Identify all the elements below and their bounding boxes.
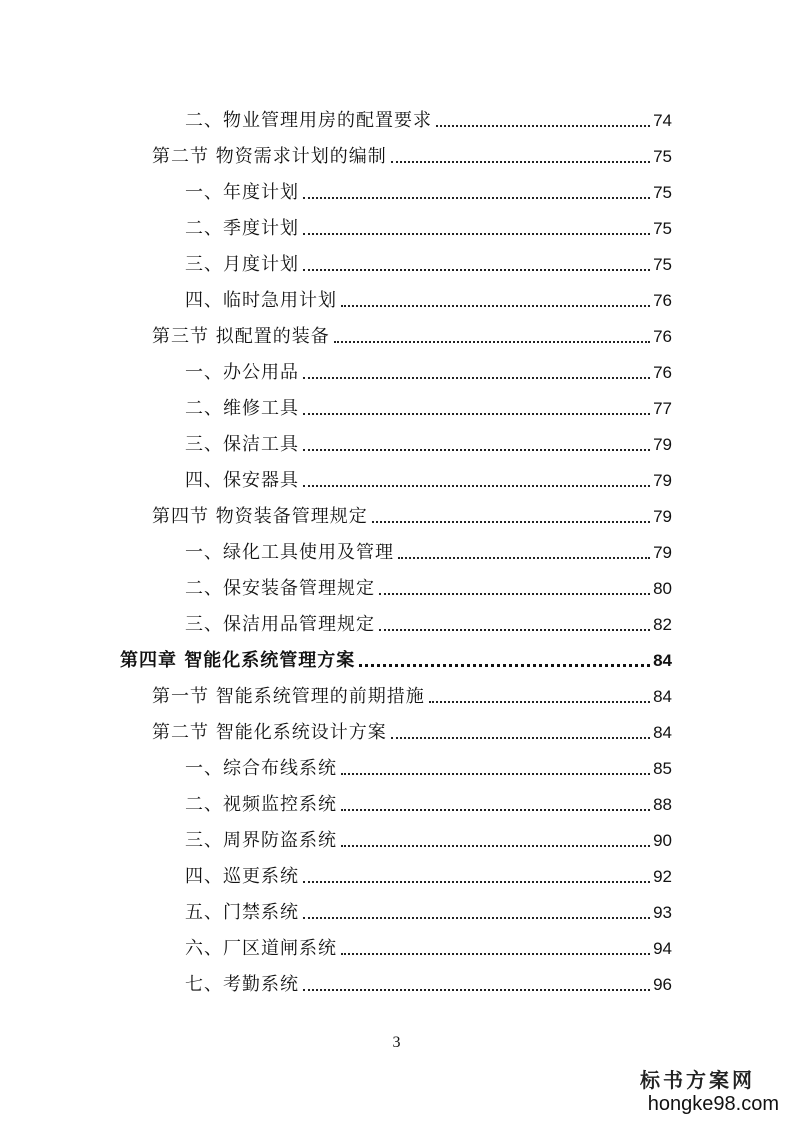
- toc-entry-title: 二、季度计划: [185, 218, 299, 239]
- toc-entry[interactable]: [185, 536, 672, 564]
- toc-entry-page: 80: [653, 579, 672, 598]
- toc-dot-leader: [334, 340, 650, 343]
- toc-entry-page: 76: [653, 291, 672, 310]
- toc-entry[interactable]: [185, 608, 672, 636]
- toc-entry-title: 七、考勤系统: [185, 974, 299, 995]
- toc-entry[interactable]: [152, 716, 672, 744]
- toc-entry-title: 第三节 拟配置的装备: [152, 326, 330, 347]
- toc-entry-title: 第二节 物资需求计划的编制: [152, 146, 387, 167]
- toc-entry-title: 四、临时急用计划: [185, 290, 337, 311]
- watermark: [579, 1068, 779, 1116]
- toc-entry-page: 94: [653, 939, 672, 958]
- toc-entry[interactable]: [185, 968, 672, 996]
- toc-entry-page: 76: [653, 363, 672, 382]
- toc-entry[interactable]: [185, 464, 672, 492]
- watermark-name: 标书方案网: [640, 1068, 755, 1092]
- toc-entry[interactable]: [185, 176, 672, 204]
- toc-dot-leader: [341, 772, 650, 775]
- toc-entry-page: 82: [653, 615, 672, 634]
- toc-dot-leader: [391, 736, 650, 739]
- toc-entry-page: 75: [653, 219, 672, 238]
- toc-entry[interactable]: [185, 428, 672, 456]
- toc-entry-title: 一、年度计划: [185, 182, 299, 203]
- toc-dot-leader: [303, 376, 650, 379]
- toc-entry-page: 79: [653, 435, 672, 454]
- toc-entry-page: 88: [653, 795, 672, 814]
- toc-entry[interactable]: [185, 284, 672, 312]
- toc-entry[interactable]: [185, 752, 672, 780]
- toc-entry[interactable]: [185, 104, 672, 132]
- toc-dot-leader: [341, 304, 650, 307]
- toc-entry[interactable]: [185, 824, 672, 852]
- toc-entry-page: 77: [653, 399, 672, 418]
- toc-dot-leader: [398, 556, 650, 559]
- toc-dot-leader: [341, 952, 650, 955]
- toc-entry[interactable]: [152, 500, 672, 528]
- toc-entry[interactable]: [120, 644, 672, 672]
- toc-dot-leader: [303, 232, 650, 235]
- toc-entry-page: 96: [653, 975, 672, 994]
- toc-entry-page: 92: [653, 867, 672, 886]
- toc-dot-leader: [303, 412, 650, 415]
- toc-dot-leader: [429, 700, 650, 703]
- toc-entry-title: 第四章 智能化系统管理方案: [120, 650, 356, 671]
- toc-entry[interactable]: [185, 356, 672, 384]
- watermark-url: hongke98.com: [647, 1093, 779, 1115]
- toc-entry-title: 六、厂区道闸系统: [185, 938, 337, 959]
- toc-entry[interactable]: [185, 248, 672, 276]
- toc-entry-title: 二、视频监控系统: [185, 794, 337, 815]
- toc-entry-page: 75: [653, 183, 672, 202]
- toc-entry-title: 第四节 物资装备管理规定: [152, 506, 368, 527]
- toc-entry-title: 第二节 智能化系统设计方案: [152, 722, 387, 743]
- toc-entry-page: 79: [653, 543, 672, 562]
- toc-entry[interactable]: [185, 860, 672, 888]
- toc-entry-page: 75: [653, 147, 672, 166]
- toc-dot-leader: [379, 592, 650, 595]
- toc-dot-leader: [303, 988, 650, 991]
- toc-entry-title: 第一节 智能系统管理的前期措施: [152, 686, 425, 707]
- toc-dot-leader: [303, 916, 650, 919]
- toc-dot-leader: [303, 448, 650, 451]
- toc-dot-leader: [391, 160, 650, 163]
- toc-entry-title: 一、绿化工具使用及管理: [185, 542, 394, 563]
- toc-entry[interactable]: [185, 392, 672, 420]
- toc-dot-leader: [372, 520, 650, 523]
- page-number: 3: [392, 1034, 401, 1051]
- toc-entry-page: 84: [653, 687, 672, 706]
- toc-entry-title: 四、巡更系统: [185, 866, 299, 887]
- toc-entry-page: 74: [653, 111, 672, 130]
- toc-entry-title: 二、物业管理用房的配置要求: [185, 110, 432, 131]
- toc-entry[interactable]: [185, 212, 672, 240]
- toc-entry-title: 五、门禁系统: [185, 902, 299, 923]
- toc-entry-page: 90: [653, 831, 672, 850]
- toc-entry-page: 76: [653, 327, 672, 346]
- toc-entry[interactable]: [185, 572, 672, 600]
- toc-entry-title: 一、综合布线系统: [185, 758, 337, 779]
- toc-entry-title: 三、保洁工具: [185, 434, 299, 455]
- toc-entry-page: 93: [653, 903, 672, 922]
- toc-entry-page: 75: [653, 255, 672, 274]
- toc-dot-leader: [303, 196, 650, 199]
- toc-entry-page: 85: [653, 759, 672, 778]
- toc-dot-leader: [436, 124, 650, 127]
- toc-entry-page: 84: [653, 723, 672, 742]
- toc-dot-leader: [341, 808, 650, 811]
- toc-entry-title: 三、月度计划: [185, 254, 299, 275]
- toc-dot-leader: [359, 663, 650, 667]
- toc-entry-page: 79: [653, 471, 672, 490]
- toc-dot-leader: [341, 844, 650, 847]
- toc-entry[interactable]: [185, 932, 672, 960]
- toc-dot-leader: [379, 628, 650, 631]
- toc-entry-title: 一、办公用品: [185, 362, 299, 383]
- toc-entry[interactable]: [185, 788, 672, 816]
- toc-entry-title: 三、周界防盗系统: [185, 830, 337, 851]
- toc-entry[interactable]: [185, 896, 672, 924]
- toc-dot-leader: [303, 880, 650, 883]
- toc-entry-page: 79: [653, 507, 672, 526]
- toc-entry[interactable]: [152, 320, 672, 348]
- toc-entry-title: 二、保安装备管理规定: [185, 578, 375, 599]
- toc-entry-page: 84: [653, 651, 672, 670]
- toc-entry-title: 二、维修工具: [185, 398, 299, 419]
- toc-entry[interactable]: [152, 140, 672, 168]
- toc-entry-title: 四、保安器具: [185, 470, 299, 491]
- toc-dot-leader: [303, 484, 650, 487]
- toc-dot-leader: [303, 268, 650, 271]
- toc-entry-title: 三、保洁用品管理规定: [185, 614, 375, 635]
- toc-entry[interactable]: [152, 680, 672, 708]
